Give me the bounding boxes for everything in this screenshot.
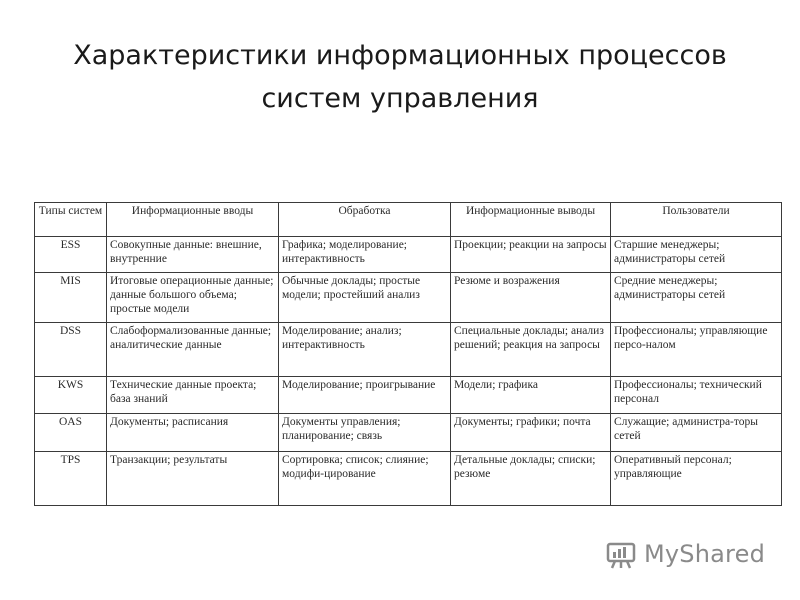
watermark-text: MyShared [644, 540, 766, 568]
cell-system: MIS [35, 273, 107, 323]
cell-system: OAS [35, 414, 107, 452]
cell-users: Средние менеджеры; администраторы сетей [611, 273, 782, 323]
cell-outputs: Детальные доклады; списки; резюме [451, 452, 611, 506]
cell-inputs: Итоговые операционные данные; данные большого объема; простые модели [107, 273, 279, 323]
cell-system: TPS [35, 452, 107, 506]
table-row [35, 323, 782, 377]
header-processing: Обработка [279, 203, 451, 237]
cell-processing: Моделирование; анализ; интерактивность [279, 323, 451, 377]
header-info-inputs: Информационные вводы [107, 203, 279, 237]
cell-users: Оперативный персонал; управляющие [611, 452, 782, 506]
cell-system: KWS [35, 377, 107, 414]
cell-system: ESS [35, 237, 107, 273]
table-row [35, 414, 782, 452]
cell-inputs: Транзакции; результаты [107, 452, 279, 506]
cell-processing: Сортировка; список; слияние; модифи-цирование [279, 452, 451, 506]
cell-outputs: Резюме и возражения [451, 273, 611, 323]
cell-outputs: Модели; графика [451, 377, 611, 414]
cell-processing: Моделирование; проигрывание [279, 377, 451, 414]
cell-outputs: Специальные доклады; анализ решений; реакция на запросы [451, 323, 611, 377]
header-info-outputs: Информационные выводы [451, 203, 611, 237]
table-row [35, 452, 782, 506]
myshared-logo-icon [606, 538, 638, 570]
header-users: Пользователи [611, 203, 782, 237]
cell-users: Профессионалы; технический персонал [611, 377, 782, 414]
cell-processing: Обычные доклады; простые модели; простейший анализ [279, 273, 451, 323]
slide-title-line-2: систем управления [261, 83, 539, 114]
slide-title-line-1: Характеристики информационных процессов [73, 40, 727, 71]
myshared-watermark [606, 534, 776, 574]
cell-processing: Графика; моделирование; интерактивность [279, 237, 451, 273]
cell-outputs: Проекции; реакции на запросы [451, 237, 611, 273]
cell-inputs: Слабоформализованные данные; аналитические данные [107, 323, 279, 377]
slide-title [0, 34, 800, 120]
cell-processing: Документы управления; планирование; связь [279, 414, 451, 452]
table-row [35, 273, 782, 323]
cell-inputs: Совокупные данные: внешние, внутренние [107, 237, 279, 273]
cell-system: DSS [35, 323, 107, 377]
info-processes-table [34, 202, 782, 506]
cell-users: Старшие менеджеры; администраторы сетей [611, 237, 782, 273]
cell-inputs: Технические данные проекта; база знаний [107, 377, 279, 414]
cell-users: Профессионалы; управляющие персо-налом [611, 323, 782, 377]
table-row [35, 237, 782, 273]
header-system-types: Типы систем [35, 203, 107, 237]
cell-outputs: Документы; графики; почта [451, 414, 611, 452]
table-header-row [35, 203, 782, 237]
cell-inputs: Документы; расписания [107, 414, 279, 452]
table-row [35, 377, 782, 414]
cell-users: Служащие; администра-торы сетей [611, 414, 782, 452]
